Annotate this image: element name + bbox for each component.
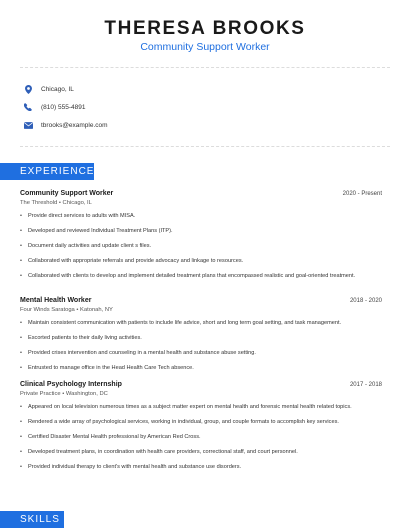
contact-location [23, 82, 323, 96]
bullet-item: • Entrusted to manage office in the Head Health Care Tech absence. [20, 364, 382, 372]
bullet-item: • Collaborated with clients to develop and implement detailed treatment plans that encompassed realistic and goal-oriented treatment. [20, 272, 382, 280]
job-title-headline: Community Support Worker [140, 41, 270, 53]
job-entry [20, 297, 382, 379]
bullet-item: • Rendered a wide array of psychological services, working in individual, group, and couple formats to accomplish key services. [20, 418, 382, 426]
job-organization: Four Winds Saratoga • Katonah, NY [20, 307, 113, 313]
location-pin-icon [23, 84, 33, 94]
divider-bottom [20, 146, 390, 147]
job-title: Clinical Psychology Internship [20, 381, 122, 388]
bullet-item: • Maintain consistent communication with patients to include life advice, short and long term goal setting, and task management. [20, 319, 382, 327]
job-organization: The Threshold • Chicago, IL [20, 200, 92, 206]
email-icon [23, 120, 33, 130]
job-bullets [20, 212, 382, 280]
contact-email-text[interactable]: tbrooks@example.com [41, 121, 108, 129]
bullet-item: • Appeared on local television numerous times as a subject matter expert on mental health and forensic mental health related topics. [20, 403, 382, 411]
contact-phone [23, 100, 323, 114]
bullet-item: • Document daily activities and update client s files. [20, 242, 382, 250]
contact-email [23, 118, 323, 132]
bullet-item: • Escorted patients to their daily living activities. [20, 334, 382, 342]
bullet-item: • Collaborated with appropriate referrals and provide advocacy and linkage to resources. [20, 257, 382, 265]
section-header-experience: EXPERIENCE [0, 163, 94, 180]
bullet-item: • Developed treatment plans, in coordination with health care providers, correctional staff, and court personnel. [20, 448, 382, 456]
job-dates: 2017 - 2018 [349, 382, 382, 388]
job-title: Community Support Worker [20, 190, 114, 197]
job-title: Mental Health Worker [20, 297, 92, 304]
candidate-name: THERESA BROOKS [104, 18, 306, 39]
bullet-item: • Provided individual therapy to client's with mental health and substance use disorders. [20, 463, 382, 471]
job-entry [20, 190, 382, 287]
job-dates: 2018 - 2020 [349, 298, 382, 304]
bullet-item: • Certified Disaster Mental Health professional by American Red Cross. [20, 433, 382, 441]
section-header-skills: SKILLS [0, 511, 64, 528]
bullet-item: • Provided crises intervention and counseling in a mental health and substance abuse setting. [20, 349, 382, 357]
contact-phone-text: (810) 555-4891 [41, 103, 86, 111]
job-dates: 2020 - Present [342, 191, 382, 197]
contact-location-text: Chicago, IL [41, 85, 74, 93]
phone-icon [23, 102, 33, 112]
job-bullets [20, 403, 382, 471]
bullet-item: • Developed and reviewed Individual Treatment Plans (ITP). [20, 227, 382, 235]
divider-top [20, 67, 390, 68]
job-entry [20, 381, 382, 478]
bullet-item: • Provide direct services to adults with MISA. [20, 212, 382, 220]
job-bullets [20, 319, 382, 372]
job-organization: Private Practice • Washington, DC [20, 391, 108, 397]
